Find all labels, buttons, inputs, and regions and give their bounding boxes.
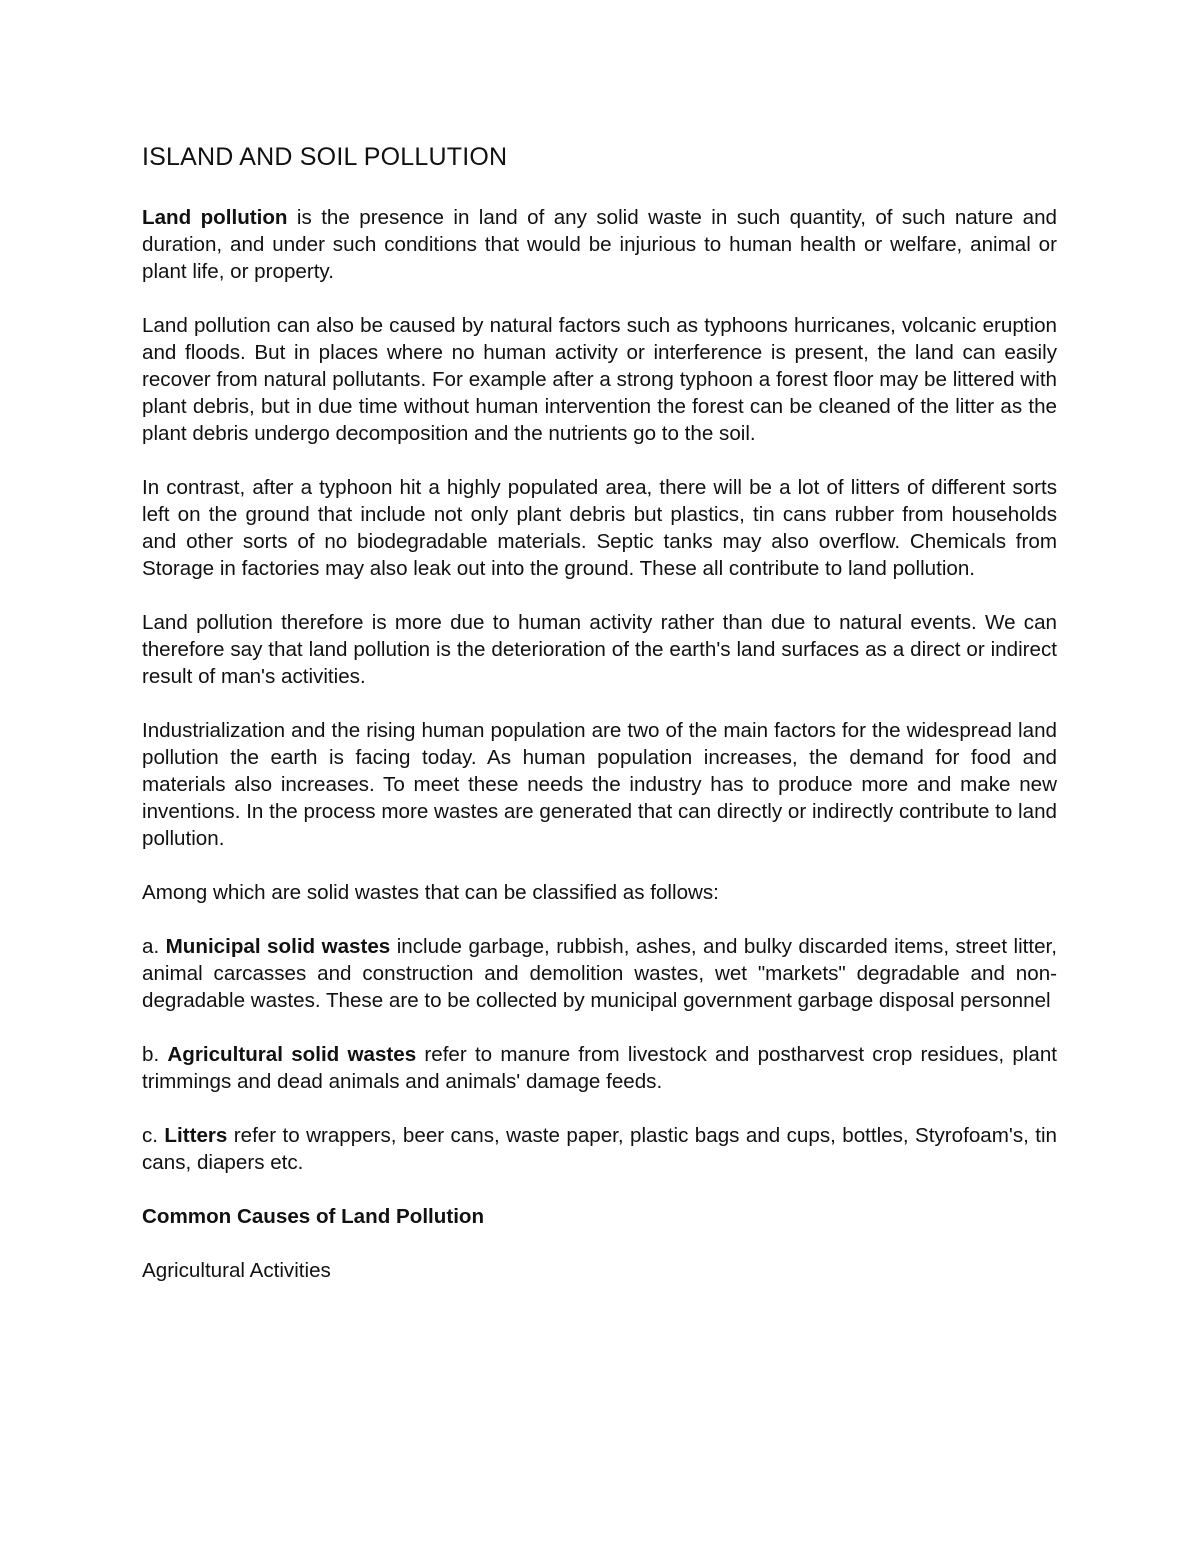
list-item-text: refer to wrappers, beer cans, waste paper, plastic bags and cups, bottles, Styrofoam's, tin cans, diapers etc. [142,1124,1057,1174]
term-litters: Litters [164,1124,228,1147]
list-item-municipal [142,933,1057,1014]
paragraph-industrialization: Industrialization and the rising human population are two of the main factors for the widespread land pollution the earth is facing today. As human population increases, the demand for food and materials also increases. To meet these needs the industry has to produce more and make new inventions. In the process more wastes are generated that can directly or indirectly contribute to land pollution. [142,719,1057,850]
section-heading-causes: Common Causes of Land Pollution [142,1205,485,1228]
document-title: ISLAND AND SOIL POLLUTION [142,143,508,171]
list-item-text: include garbage, rubbish, ashes, and bulky discarded items, street litter, animal carcasses and construction and demolition wastes, wet "markets" degradable and non-degradable wastes. These are to be collected by municipal government garbage disposal personnel [142,935,1057,1012]
subheading-agricultural-activities: Agricultural Activities [142,1259,331,1282]
document-page [142,140,1057,1284]
paragraph-contrast: In contrast, after a typhoon hit a highly populated area, there will be a lot of litters of different sorts left on the ground that include not only plant debris but plastics, tin cans rubber from households and other sorts of no biodegradable materials. Septic tanks may also overflow. Chemicals from Storage in factories may also leak out into the ground. These all contribute to land pollution. [142,476,1057,580]
term-land-pollution: Land pollution [142,206,288,229]
list-prefix: b. [142,1043,168,1066]
list-prefix: a. [142,935,166,958]
paragraph-human-activity: Land pollution therefore is more due to human activity rather than due to natural events. We can therefore say that land pollution is the deterioration of the earth's land surfaces as a direct or indirect result of man's activities. [142,611,1057,688]
definition-text: is the presence in land of any solid waste in such quantity, of such nature and duration, and under such conditions that would be injurious to human health or welfare, animal or plant life, or property. [142,206,1057,283]
list-item-litters [142,1122,1057,1176]
list-item-text: refer to manure from livestock and postharvest crop residues, plant trimmings and dead animals and animals' damage feeds. [142,1043,1057,1093]
paragraph-classification-intro: Among which are solid wastes that can be classified as follows: [142,881,719,904]
paragraph-natural-factors: Land pollution can also be caused by natural factors such as typhoons hurricanes, volcanic eruption and floods. But in places where no human activity or interference is present, the land can easily recover from natural pollutants. For example after a strong typhoon a forest floor may be littered with plant debris, but in due time without human intervention the forest can be cleaned of the litter as the plant debris undergo decomposition and the nutrients go to the soil. [142,314,1057,445]
term-municipal-solid-wastes: Municipal solid wastes [165,935,391,958]
list-prefix: c. [142,1124,165,1147]
term-agricultural-solid-wastes: Agricultural solid wastes [167,1043,417,1066]
paragraph-definition [142,204,1057,285]
list-item-agricultural [142,1041,1057,1095]
